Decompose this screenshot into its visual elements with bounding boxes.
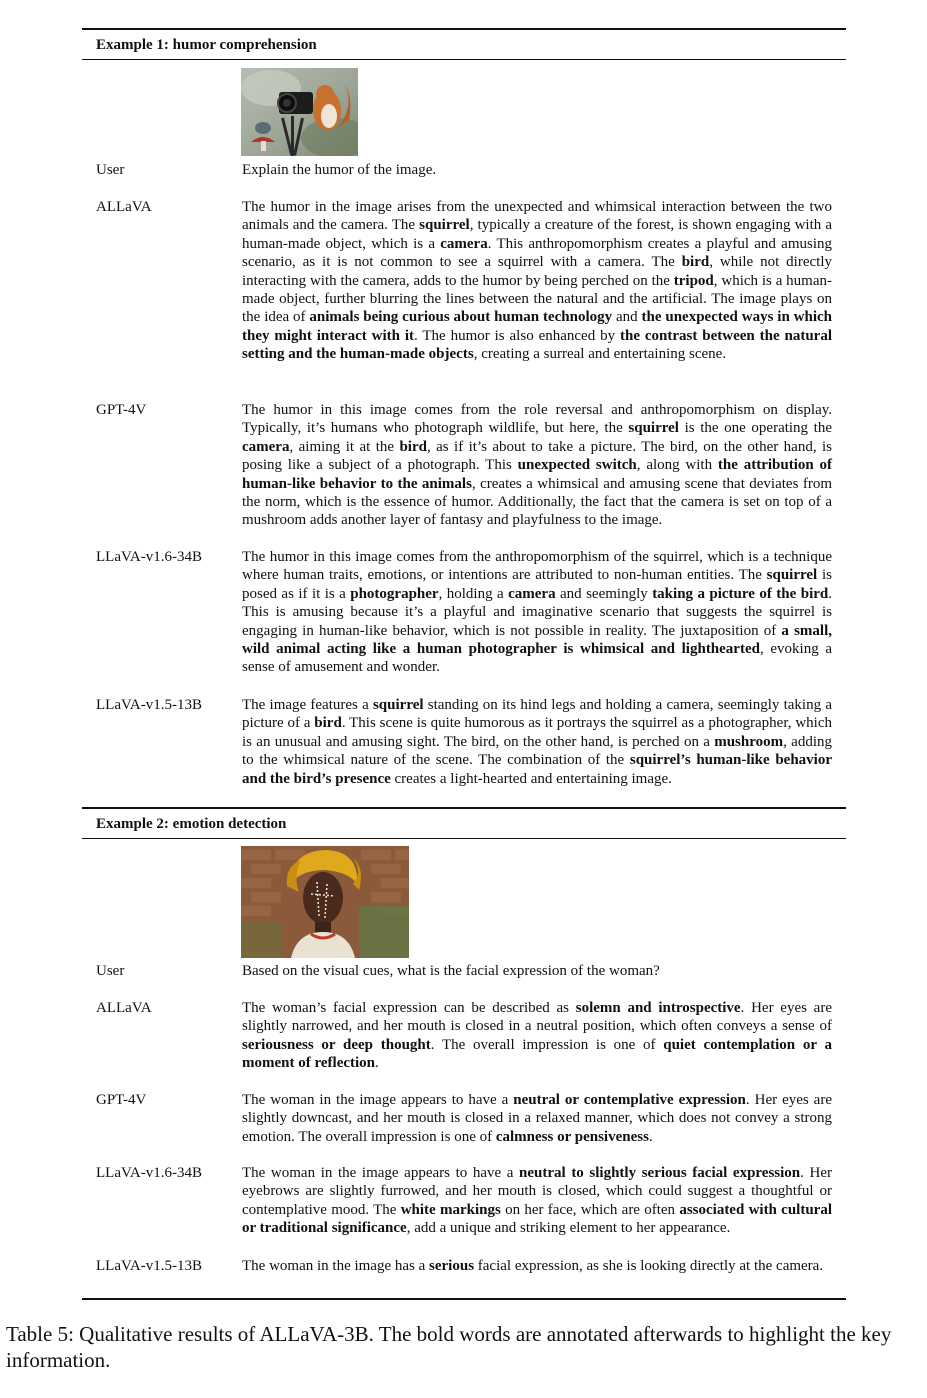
response-text: , add a unique and striking element to her appearance. — [406, 1220, 731, 1237]
response-text: . Her eyes are slightly narrowed, and her mouth is closed in a neutral position, which often conveys a sense of — [242, 1000, 832, 1035]
response-text: , adding to the whimsical nature of the scene. The combination of the — [242, 733, 833, 769]
highlight-text: neutral or contemplative expression — [513, 1092, 746, 1108]
response-text: . — [375, 1055, 379, 1072]
example1-speaker-llava15: LLaVA-v1.5-13B — [96, 697, 202, 713]
highlight-text: camera — [508, 585, 556, 602]
example2-speaker-llava16: LLaVA-v1.6-34B — [96, 1165, 202, 1181]
response-text: facial expression, as she is looking directly at the camera. — [474, 1258, 824, 1274]
response-text: , which is a human-made object, further blurring the lines between the natural and the artificial. The image plays on the idea of — [242, 272, 832, 326]
response-text: The image features a — [242, 697, 373, 713]
example1-speaker-allava: ALLaVA — [96, 199, 152, 215]
response-text: , while not directly interacting with the camera, adds to the humor by being perched on the — [242, 254, 832, 289]
response-text: , as if it’s about to take a picture. The bird, on the other hand, is posing like a subject of a photograph. This — [242, 438, 832, 474]
woman-portrait-illustration — [241, 846, 409, 958]
response-text: Explain the humor of the image. — [242, 162, 437, 178]
response-text: , aiming it at the — [289, 438, 400, 455]
highlight-text: bird — [681, 254, 710, 271]
response-text: , creates a whimsical and amusing scene that deviates from the norm, which is the essence of humor. Additionally, the fact that the camera is set on top of a mushroom adds another layer of fantasy and playfulness to the image. — [242, 475, 833, 529]
table-bottom-rule — [82, 1298, 846, 1300]
example2-speaker-gpt4v: GPT-4V — [96, 1092, 147, 1108]
highlight-text: neutral to slightly serious facial expression — [519, 1165, 801, 1181]
highlight-text: squirrel — [419, 217, 470, 234]
highlight-text: the unexpected ways in which they might interact with it — [242, 309, 832, 344]
highlight-text: unexpected switch — [517, 457, 637, 474]
highlight-text: squirrel — [766, 567, 818, 584]
response-text: The humor in this image comes from the role reversal and anthropomorphism on display. Typically, it’s humans who photograph wildlife, but here, the — [242, 402, 832, 437]
highlight-text: white markings — [400, 1201, 501, 1218]
response-text: . This anthropomorphism creates a playful and amusing scenario, as it is not common to see a squirrel with a camera. The — [242, 235, 832, 271]
highlight-text: mushroom — [714, 733, 784, 750]
example1-allava-response — [242, 198, 832, 364]
highlight-text: camera — [440, 235, 488, 252]
highlight-text: a small, wild animal acting like a human photographer is whimsical and lighthearted — [242, 622, 832, 658]
highlight-text: bird — [399, 438, 427, 455]
highlight-text: photographer — [350, 585, 439, 602]
response-text: . The humor is also enhanced by — [414, 327, 620, 344]
response-text: is the one operating the — [678, 420, 832, 437]
highlight-text: squirrel’s human-like behavior and the bird’s presence — [242, 752, 832, 787]
response-text: The humor in this image comes from the anthropomorphism of the squirrel, which is a technique where human traits, emotions, or intentions are attributed to non-human entities. The — [242, 549, 832, 584]
highlight-text: the contrast between the natural setting and the human-made objects — [242, 327, 832, 363]
response-text: , holding a — [438, 585, 509, 602]
highlight-text: calmness or pensiveness — [495, 1128, 649, 1145]
squirrel-camera-illustration — [241, 68, 358, 156]
response-text: . — [648, 1128, 653, 1145]
highlight-text: associated with cultural or traditional significance — [242, 1201, 832, 1237]
response-text: The woman in the image appears to have a — [242, 1165, 520, 1181]
section2-header-rule — [82, 838, 846, 839]
response-text: The woman in the image appears to have a — [242, 1092, 514, 1108]
example2-gpt4v-response — [242, 1091, 832, 1146]
highlight-text: squirrel — [372, 697, 424, 713]
example2-speaker-llava15: LLaVA-v1.5-13B — [96, 1258, 202, 1274]
highlight-text: bird — [314, 715, 342, 732]
response-text: . Her eyebrows are slightly furrowed, and her mouth is closed, which could suggest a thoughtful or contemplative mood. The — [242, 1165, 832, 1218]
response-text: , along with — [636, 457, 718, 474]
example1-title: Example 1: humor comprehension — [96, 37, 317, 53]
highlight-text: camera — [242, 438, 290, 455]
highlight-text: serious — [429, 1258, 475, 1274]
example2-llava15-response — [242, 1257, 832, 1275]
table-caption: Table 5: Qualitative results of ALLaVA-3B. The bold words are annotated afterwards to highlight the key information. — [6, 1322, 892, 1372]
example2-user-prompt — [242, 962, 832, 980]
highlight-text: solemn and introspective — [575, 1000, 741, 1016]
response-text: on her face, which are often — [500, 1201, 680, 1218]
section-divider-rule — [82, 807, 846, 809]
highlight-text: squirrel — [628, 420, 679, 437]
squirrel-camera-image — [241, 68, 358, 156]
example2-allava-response — [242, 999, 832, 1073]
response-text: and seemingly — [555, 585, 653, 602]
response-text: creates a light-hearted and entertaining image. — [390, 770, 672, 787]
response-text: standing on its hind legs and holding a camera, seemingly taking a picture of a — [242, 697, 832, 732]
example1-speaker-gpt4v: GPT-4V — [96, 402, 147, 418]
table-top-rule — [82, 28, 846, 30]
response-text: . Her eyes are slightly downcast, and her mouth is closed in a relaxed manner, which does not convey a strong emotion. The overall impression is one of — [242, 1092, 832, 1145]
highlight-text: taking a picture of the bird — [652, 585, 829, 602]
example2-llava16-response — [242, 1164, 832, 1238]
response-text: The humor in the image arises from the unexpected and whimsical interaction between the two animals and the camera. The — [242, 199, 832, 234]
response-text: , evoking a sense of amusement and wonder. — [242, 641, 833, 676]
response-text: The woman’s facial expression can be described as — [242, 1000, 576, 1016]
example1-user-prompt — [242, 161, 832, 179]
example2-speaker-user: User — [96, 963, 125, 979]
response-text: and — [612, 309, 642, 326]
example1-speaker-user: User — [96, 162, 125, 178]
example1-gpt4v-response — [242, 401, 832, 530]
highlight-text: the attribution of human-like behavior to the animals — [242, 457, 832, 492]
response-text: . This is amusing because it’s a playful and imaginative scenario that suggests the squirrel is engaging in human-like behavior, which is not possible in reality. The juxtaposition of — [242, 585, 832, 639]
response-text: . The overall impression is one of — [430, 1036, 664, 1053]
highlight-text: tripod — [673, 272, 714, 289]
woman-portrait-image — [241, 846, 409, 958]
section1-header-rule — [82, 59, 846, 60]
highlight-text: seriousness or deep thought — [242, 1036, 431, 1053]
response-text: , creating a surreal and entertaining scene. — [473, 346, 727, 363]
response-text: is posed as if it is a — [242, 567, 832, 602]
response-text: The woman in the image has a — [242, 1258, 430, 1274]
highlight-text: quiet contemplation or a moment of reflection — [242, 1036, 832, 1072]
response-text: Based on the visual cues, what is the facial expression of the woman? — [242, 963, 660, 979]
response-text: . This scene is quite humorous as it portrays the squirrel as a photographer, which is an unusual and amusing sight. The bird, on the other hand, is perched on a — [242, 715, 832, 750]
example2-speaker-allava: ALLaVA — [96, 1000, 152, 1016]
example1-speaker-llava16: LLaVA-v1.6-34B — [96, 549, 202, 565]
example1-llava16-response — [242, 548, 832, 677]
example1-llava15-response — [242, 696, 832, 788]
response-text: , typically a creature of the forest, is shown engaging with a human-made object, which is a — [242, 217, 833, 252]
highlight-text: animals being curious about human technology — [309, 309, 613, 326]
example2-title: Example 2: emotion detection — [96, 816, 287, 832]
